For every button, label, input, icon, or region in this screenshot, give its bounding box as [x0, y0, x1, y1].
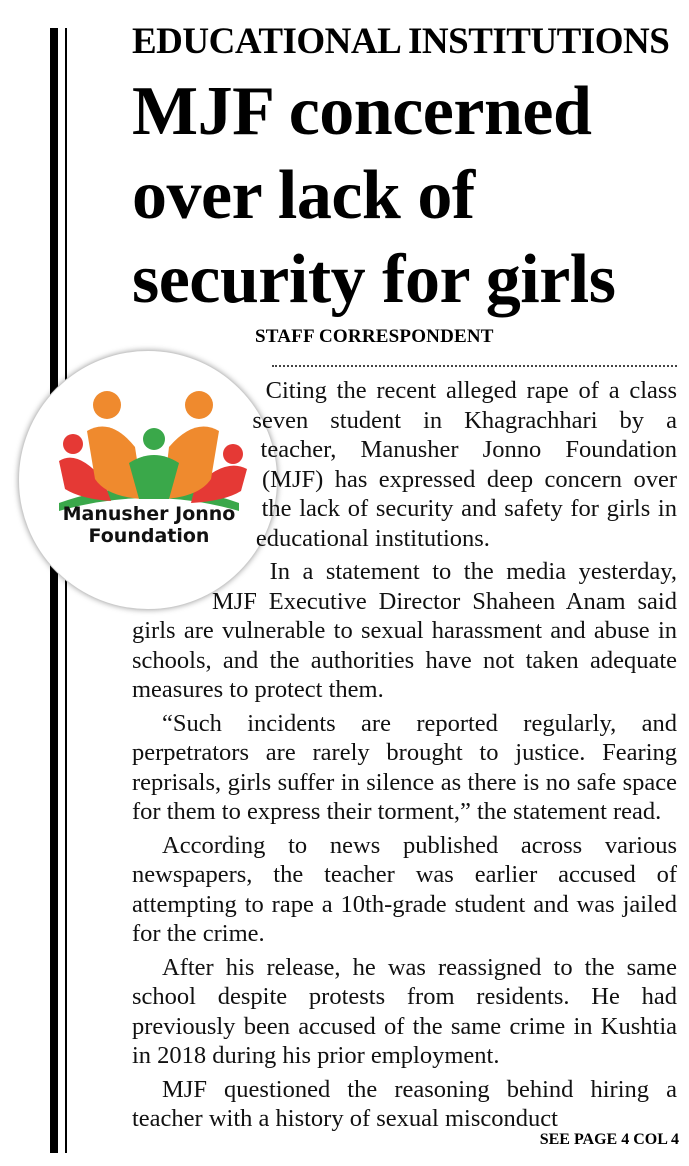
headline-line: security for girls — [132, 241, 616, 318]
kicker: EDUCATIONAL INSTITUTIONS — [132, 21, 670, 62]
article-paragraph: “Such incidents are reported regularly, and perpetrators are rarely brought to justice. Fearing reprisals, girls suffer in silence as there is no safe space for them to express their torment,” the statement read. — [132, 709, 677, 825]
continuation-note: SEE PAGE 4 COL 4 — [539, 1131, 679, 1148]
article-paragraph: After his release, he was reassigned to the same school despite protests from residents. He had previously been accused of the same crime in Kushtia in 2018 during his prior employment. — [132, 953, 677, 1069]
article-paragraph: Citing the recent alleged rape of a class seven student in Khagrachhari by a teacher, Manusher Jonno Foundation (MJF) has expressed deep concern over the lack of security and safety for girls in educational institutions. — [252, 377, 677, 552]
article-body — [132, 376, 677, 1138]
article-paragraph: According to news published across various newspapers, the teacher was earlier accused of attempting to rape a 10th-grade student and was jailed for the crime. — [132, 831, 677, 947]
headline-line: over lack of — [132, 157, 475, 234]
byline: STAFF CORRESPONDENT — [255, 326, 494, 347]
article-paragraph: MJF questioned the reasoning behind hiring a teacher with a history of sexual misconduct — [132, 1075, 677, 1132]
logo-name-line: Foundation — [88, 525, 210, 547]
headline — [132, 70, 689, 322]
byline-divider — [272, 365, 677, 367]
logo-name-line: Manusher Jonno — [62, 503, 236, 525]
article-paragraph: In a statement to the media yesterday, MJF Executive Director Shaheen Anam said girls are vulnerable to sexual harassment and abuse in schools, and the authorities have not taken adequate measures to protect them. — [132, 558, 677, 703]
headline-line: MJF concerned — [132, 73, 592, 150]
